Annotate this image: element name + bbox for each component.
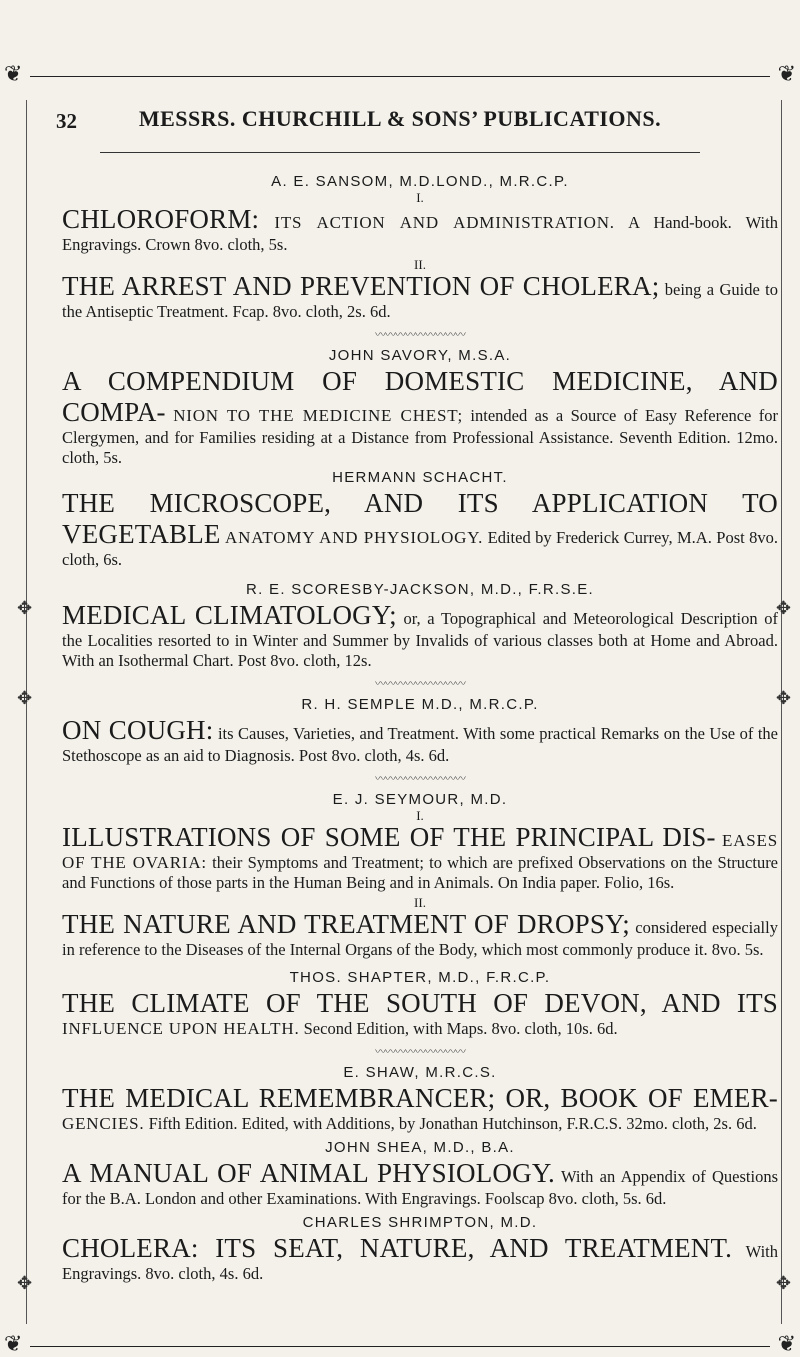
book-description: intended as a Source of Easy Reference for Clergymen, and for Families residing at a Distance from Professional Assistance. Seventh Edition. 12mo. cloth, 5s.: [62, 406, 778, 467]
book-description: With Engravings. 8vo. cloth, 4s. 6d.: [62, 1242, 778, 1283]
side-ornament-icon: ✥: [775, 1273, 791, 1294]
book-title: A COMPENDIUM OF DOMESTIC MEDICINE, AND COMPA-: [62, 366, 778, 427]
book-entry: [62, 204, 778, 255]
author-name: R. E. SCORESBY-JACKSON, M.D., F.R.S.E.: [245, 581, 595, 598]
book-title-rest: GENCIES.: [62, 1114, 145, 1133]
book-title: A MANUAL OF ANIMAL PHYSIOLOGY.: [62, 1158, 555, 1188]
side-ornament-icon: ✥: [17, 1273, 33, 1294]
author-name: E. J. SEYMOUR, M.D.: [332, 791, 508, 808]
work-numeral: I.: [416, 808, 424, 823]
corner-ornament-icon: ❦: [777, 62, 796, 87]
author-name: JOHN SAVORY, M.S.A.: [328, 347, 512, 364]
bottom-border-rule: [30, 1346, 770, 1347]
book-description: being a Guide to the Antiseptic Treatment. Fcap. 8vo. cloth, 2s. 6d.: [62, 280, 778, 321]
author-name: JOHN SHEA, M.D., B.A.: [325, 1139, 515, 1156]
book-entry: [62, 909, 778, 960]
author-name: HERMANN SCHACHT.: [332, 469, 508, 486]
book-entry: [62, 366, 778, 468]
book-title: ON COUGH:: [62, 715, 214, 745]
author-name: R. H. SEMPLE M.D., M.R.C.P.: [301, 696, 539, 713]
book-entry: [62, 1233, 778, 1284]
book-entry: [62, 1158, 778, 1209]
running-title: MESSRS. CHURCHILL & SONS’ PUBLICATIONS.: [138, 106, 662, 131]
top-border-rule: [30, 76, 770, 77]
page-header: [38, 103, 762, 137]
section-divider: 〰〰〰〰〰〰〰〰〰: [375, 773, 465, 785]
side-ornament-icon: ✥: [775, 598, 791, 619]
section-divider: 〰〰〰〰〰〰〰〰〰: [375, 678, 465, 690]
book-title: CHLOROFORM:: [62, 204, 260, 234]
book-title-rest: NION TO THE MEDICINE CHEST;: [173, 406, 463, 425]
author-name: A. E. SANSOM, M.D.LOND., M.R.C.P.: [271, 173, 569, 190]
book-entry: [62, 488, 778, 570]
work-numeral: II.: [414, 895, 426, 910]
section-divider: 〰〰〰〰〰〰〰〰〰: [375, 329, 465, 341]
work-numeral: II.: [414, 257, 426, 272]
book-description: their Symptoms and Treatment; to which are prefixed Observations on the Structure and Functions of those parts in the Human Being and in Animals. On India paper. Folio, 16s.: [62, 853, 779, 892]
book-title: THE MEDICAL REMEMBRANCER; OR, BOOK OF EMER-: [62, 1083, 778, 1113]
right-border-rule: [781, 100, 782, 1324]
book-description: With an Appendix of Questions for the B.A. London and other Examinations. With Engravings. Foolscap 8vo. cloth, 5s. 6d.: [62, 1167, 778, 1208]
book-entry: [62, 271, 778, 322]
side-ornament-icon: ✥: [17, 688, 33, 709]
author-name: CHARLES SHRIMPTON, M.D.: [302, 1214, 538, 1231]
book-description: considered especially in reference to the Diseases of the Internal Organs of the Body, which most commonly produce it. 8vo. 5s.: [62, 918, 778, 959]
book-description: Edited by Frederick Currey, M.A. Post 8vo. cloth, 6s.: [62, 528, 779, 569]
side-ornament-icon: ✥: [775, 688, 791, 709]
book-description: A Hand-book. With Engravings. Crown 8vo. cloth, 5s.: [62, 213, 778, 254]
section-divider: 〰〰〰〰〰〰〰〰〰: [375, 1046, 465, 1058]
header-rule: [100, 152, 700, 153]
book-entry: [62, 715, 778, 766]
book-title: ILLUSTRATIONS OF SOME OF THE PRINCIPAL DIS-: [62, 822, 716, 852]
book-entry: [62, 988, 778, 1039]
book-entry: [62, 600, 778, 671]
left-border-rule: [26, 100, 27, 1324]
author-name: THOS. SHAPTER, M.D., F.R.C.P.: [289, 969, 551, 986]
catalogue-content: [62, 172, 778, 1284]
book-description: or, a Topographical and Meteorological Description of the Localities resorted to in Winter and Summer by Invalids of various classes both at Home and Abroad. With an Isothermal Chart. Post 8vo. cloth, 12s.: [62, 609, 779, 670]
book-title: CHOLERA: ITS SEAT, NATURE, AND TREATMENT.: [62, 1233, 733, 1263]
author-name: E. SHAW, M.R.C.S.: [343, 1064, 497, 1081]
side-ornament-icon: ✥: [17, 598, 33, 619]
book-description: Fifth Edition. Edited, with Additions, by Jonathan Hutchinson, F.R.C.S. 32mo. cloth, 2s. 6d.: [144, 1114, 757, 1133]
corner-ornament-icon: ❦: [4, 62, 23, 87]
book-description: its Causes, Varieties, and Treatment. With some practical Remarks on the Use of the Stethoscope as an aid to Diagnosis. Post 8vo. cloth, 4s. 6d.: [62, 724, 778, 765]
book-title-rest: ANATOMY AND PHYSIOLOGY.: [225, 528, 484, 547]
corner-ornament-icon: ❦: [4, 1332, 23, 1357]
page-number: 32: [56, 109, 77, 133]
book-entry: [62, 1083, 778, 1134]
book-title-rest: ITS ACTION AND ADMINISTRATION.: [259, 213, 615, 232]
book-title-rest: EASES OF THE OVARIA:: [62, 831, 778, 872]
work-numeral: I.: [416, 190, 424, 205]
book-entry: [62, 822, 778, 893]
book-title: THE MICROSCOPE, AND ITS APPLICATION TO VEGETABLE: [62, 488, 778, 549]
book-title: THE CLIMATE OF THE SOUTH OF DEVON, AND ITS: [62, 988, 778, 1018]
book-title-rest: INFLUENCE UPON HEALTH.: [62, 1019, 300, 1038]
book-description: Second Edition, with Maps. 8vo. cloth, 10s. 6d.: [299, 1019, 618, 1038]
book-title: THE ARREST AND PREVENTION OF CHOLERA;: [62, 271, 660, 301]
corner-ornament-icon: ❦: [777, 1332, 796, 1357]
book-title: MEDICAL CLIMATOLOGY;: [62, 600, 397, 630]
book-title: THE NATURE AND TREATMENT OF DROPSY;: [62, 909, 631, 939]
